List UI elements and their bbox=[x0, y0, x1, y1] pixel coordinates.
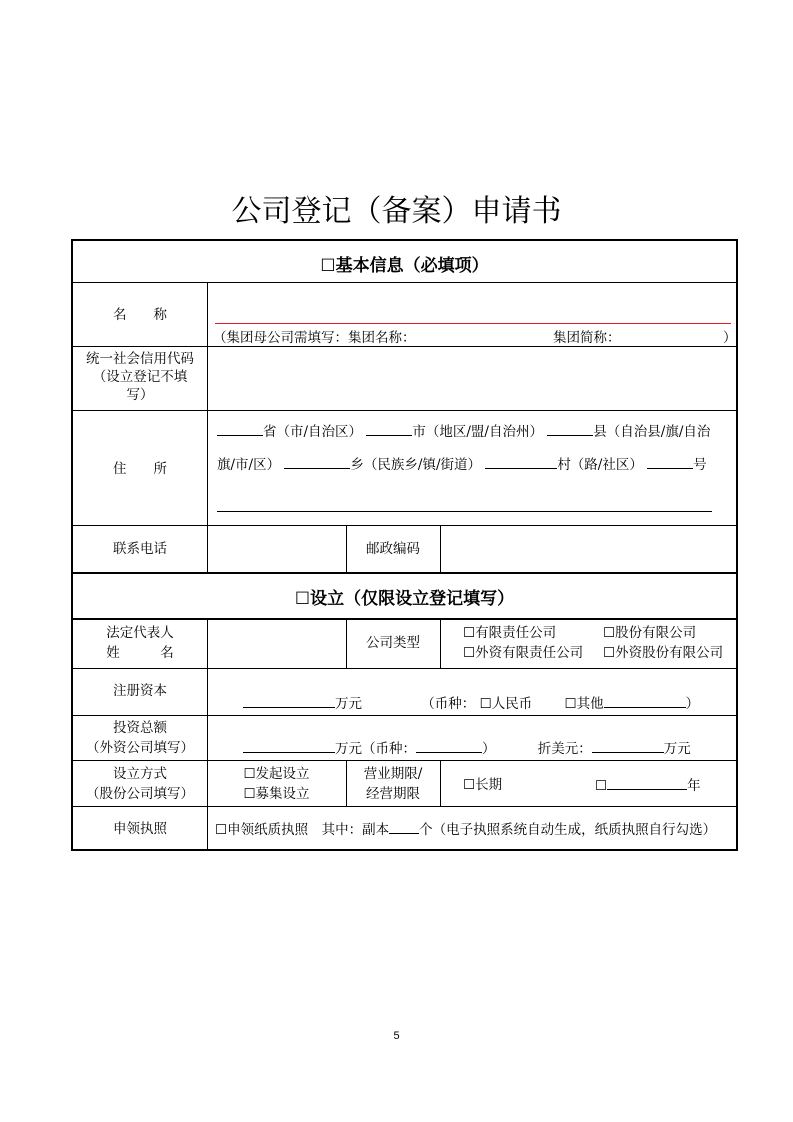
term-years-unit: 年 bbox=[687, 778, 701, 794]
address-detail-line[interactable] bbox=[217, 511, 712, 512]
group-name-note: （集团母公司需填写：集团名称： bbox=[213, 330, 416, 346]
setup-method-label-1: 设立方式 bbox=[113, 766, 167, 782]
name-input[interactable] bbox=[215, 291, 731, 324]
setup-subscription-checkbox[interactable]: ☐募集设立 bbox=[243, 786, 310, 802]
usd-label: 折美元： bbox=[537, 741, 592, 757]
name-label: 名 称 bbox=[113, 307, 167, 323]
invest-close-paren: ） bbox=[482, 741, 496, 757]
province-label: 省（市/自治区） bbox=[263, 424, 363, 440]
term-label-2: 经营期限 bbox=[366, 786, 420, 802]
credit-code-input[interactable] bbox=[209, 348, 736, 408]
credit-code-label-3: 写） bbox=[126, 387, 154, 403]
capital-row bbox=[243, 693, 699, 714]
invest-currency-input[interactable] bbox=[416, 738, 482, 753]
phone-input[interactable] bbox=[209, 527, 345, 571]
capital-label: 注册资本 bbox=[113, 683, 167, 699]
currency-rmb-checkbox[interactable]: （币种： ☐人民币 bbox=[421, 696, 533, 712]
term-years-checkbox[interactable]: ☐ bbox=[595, 778, 608, 794]
page-number: 5 bbox=[393, 1030, 400, 1042]
county-label-cont: 旗/市/区） bbox=[217, 457, 281, 473]
invest-row bbox=[243, 738, 691, 759]
city-label: 市（地区/盟/自治州） bbox=[412, 424, 543, 440]
invest-label-1: 投资总额 bbox=[113, 720, 167, 736]
license-label: 申领执照 bbox=[113, 821, 167, 837]
license-note: 个（电子执照系统自动生成，纸质执照自行勾选） bbox=[419, 822, 717, 838]
type-foreign-joint-stock-checkbox[interactable]: ☐外资股份有限公司 bbox=[603, 645, 724, 661]
section-establishment-heading: ☐设立（仅限设立登记填写） bbox=[294, 589, 515, 609]
county-label: 县（自治县/旗/自治 bbox=[593, 424, 711, 440]
legal-rep-label-1: 法定代表人 bbox=[106, 625, 174, 641]
page-title: 公司登记（备案）申请书 bbox=[231, 194, 562, 229]
legal-rep-input[interactable] bbox=[209, 620, 345, 666]
type-foreign-llc-checkbox[interactable]: ☐外资有限责任公司 bbox=[463, 645, 584, 661]
section-basic-info-heading: ☐基本信息（必填项） bbox=[320, 256, 489, 276]
setup-method-label-2: （股份公司填写） bbox=[86, 786, 194, 802]
group-close-paren: ） bbox=[723, 330, 737, 346]
term-years-input[interactable] bbox=[607, 775, 687, 790]
company-type-label: 公司类型 bbox=[366, 635, 420, 651]
invest-label-2: （外资公司填写） bbox=[86, 740, 194, 756]
type-llc-checkbox[interactable]: ☐有限责任公司 bbox=[463, 625, 557, 641]
capital-input[interactable] bbox=[243, 693, 335, 708]
village-label: 村（路/社区） bbox=[557, 457, 643, 473]
copies-input[interactable] bbox=[389, 819, 419, 834]
term-years-row bbox=[595, 775, 701, 796]
invest-input[interactable] bbox=[243, 738, 335, 753]
credit-code-label-1: 统一社会信用代码 bbox=[86, 351, 194, 367]
capital-close-paren: ） bbox=[685, 696, 700, 712]
invest-unit: 万元（币种： bbox=[335, 741, 416, 757]
currency-other-checkbox[interactable]: ☐其他 bbox=[564, 696, 604, 712]
number-label: 号 bbox=[693, 457, 707, 473]
paper-license-checkbox[interactable]: ☐申领纸质执照 其中：副本 bbox=[215, 822, 390, 838]
address-label: 住 所 bbox=[113, 461, 167, 477]
town-label: 乡（民族乡/镇/街道） bbox=[350, 457, 482, 473]
setup-promotion-checkbox[interactable]: ☐发起设立 bbox=[243, 766, 310, 782]
capital-unit: 万元 bbox=[335, 696, 362, 712]
currency-other-input[interactable] bbox=[604, 693, 686, 708]
term-label-1: 营业期限/ bbox=[363, 766, 423, 782]
license-row bbox=[215, 819, 716, 840]
group-short-name-label: 集团简称： bbox=[553, 330, 621, 346]
postal-code-input[interactable] bbox=[442, 527, 736, 571]
type-joint-stock-checkbox[interactable]: ☐股份有限公司 bbox=[603, 625, 697, 641]
address-line-1[interactable] bbox=[217, 421, 710, 442]
credit-code-label-2: （设立登记不填 bbox=[92, 369, 188, 385]
application-form-table bbox=[71, 239, 738, 851]
usd-unit: 万元 bbox=[663, 741, 691, 757]
address-line-2[interactable] bbox=[217, 454, 707, 475]
postal-code-label: 邮政编码 bbox=[366, 541, 420, 557]
usd-input[interactable] bbox=[592, 738, 664, 753]
phone-label: 联系电话 bbox=[113, 541, 167, 557]
legal-rep-label-2: 姓 名 bbox=[106, 645, 174, 661]
term-long-checkbox[interactable]: ☐长期 bbox=[463, 777, 503, 793]
